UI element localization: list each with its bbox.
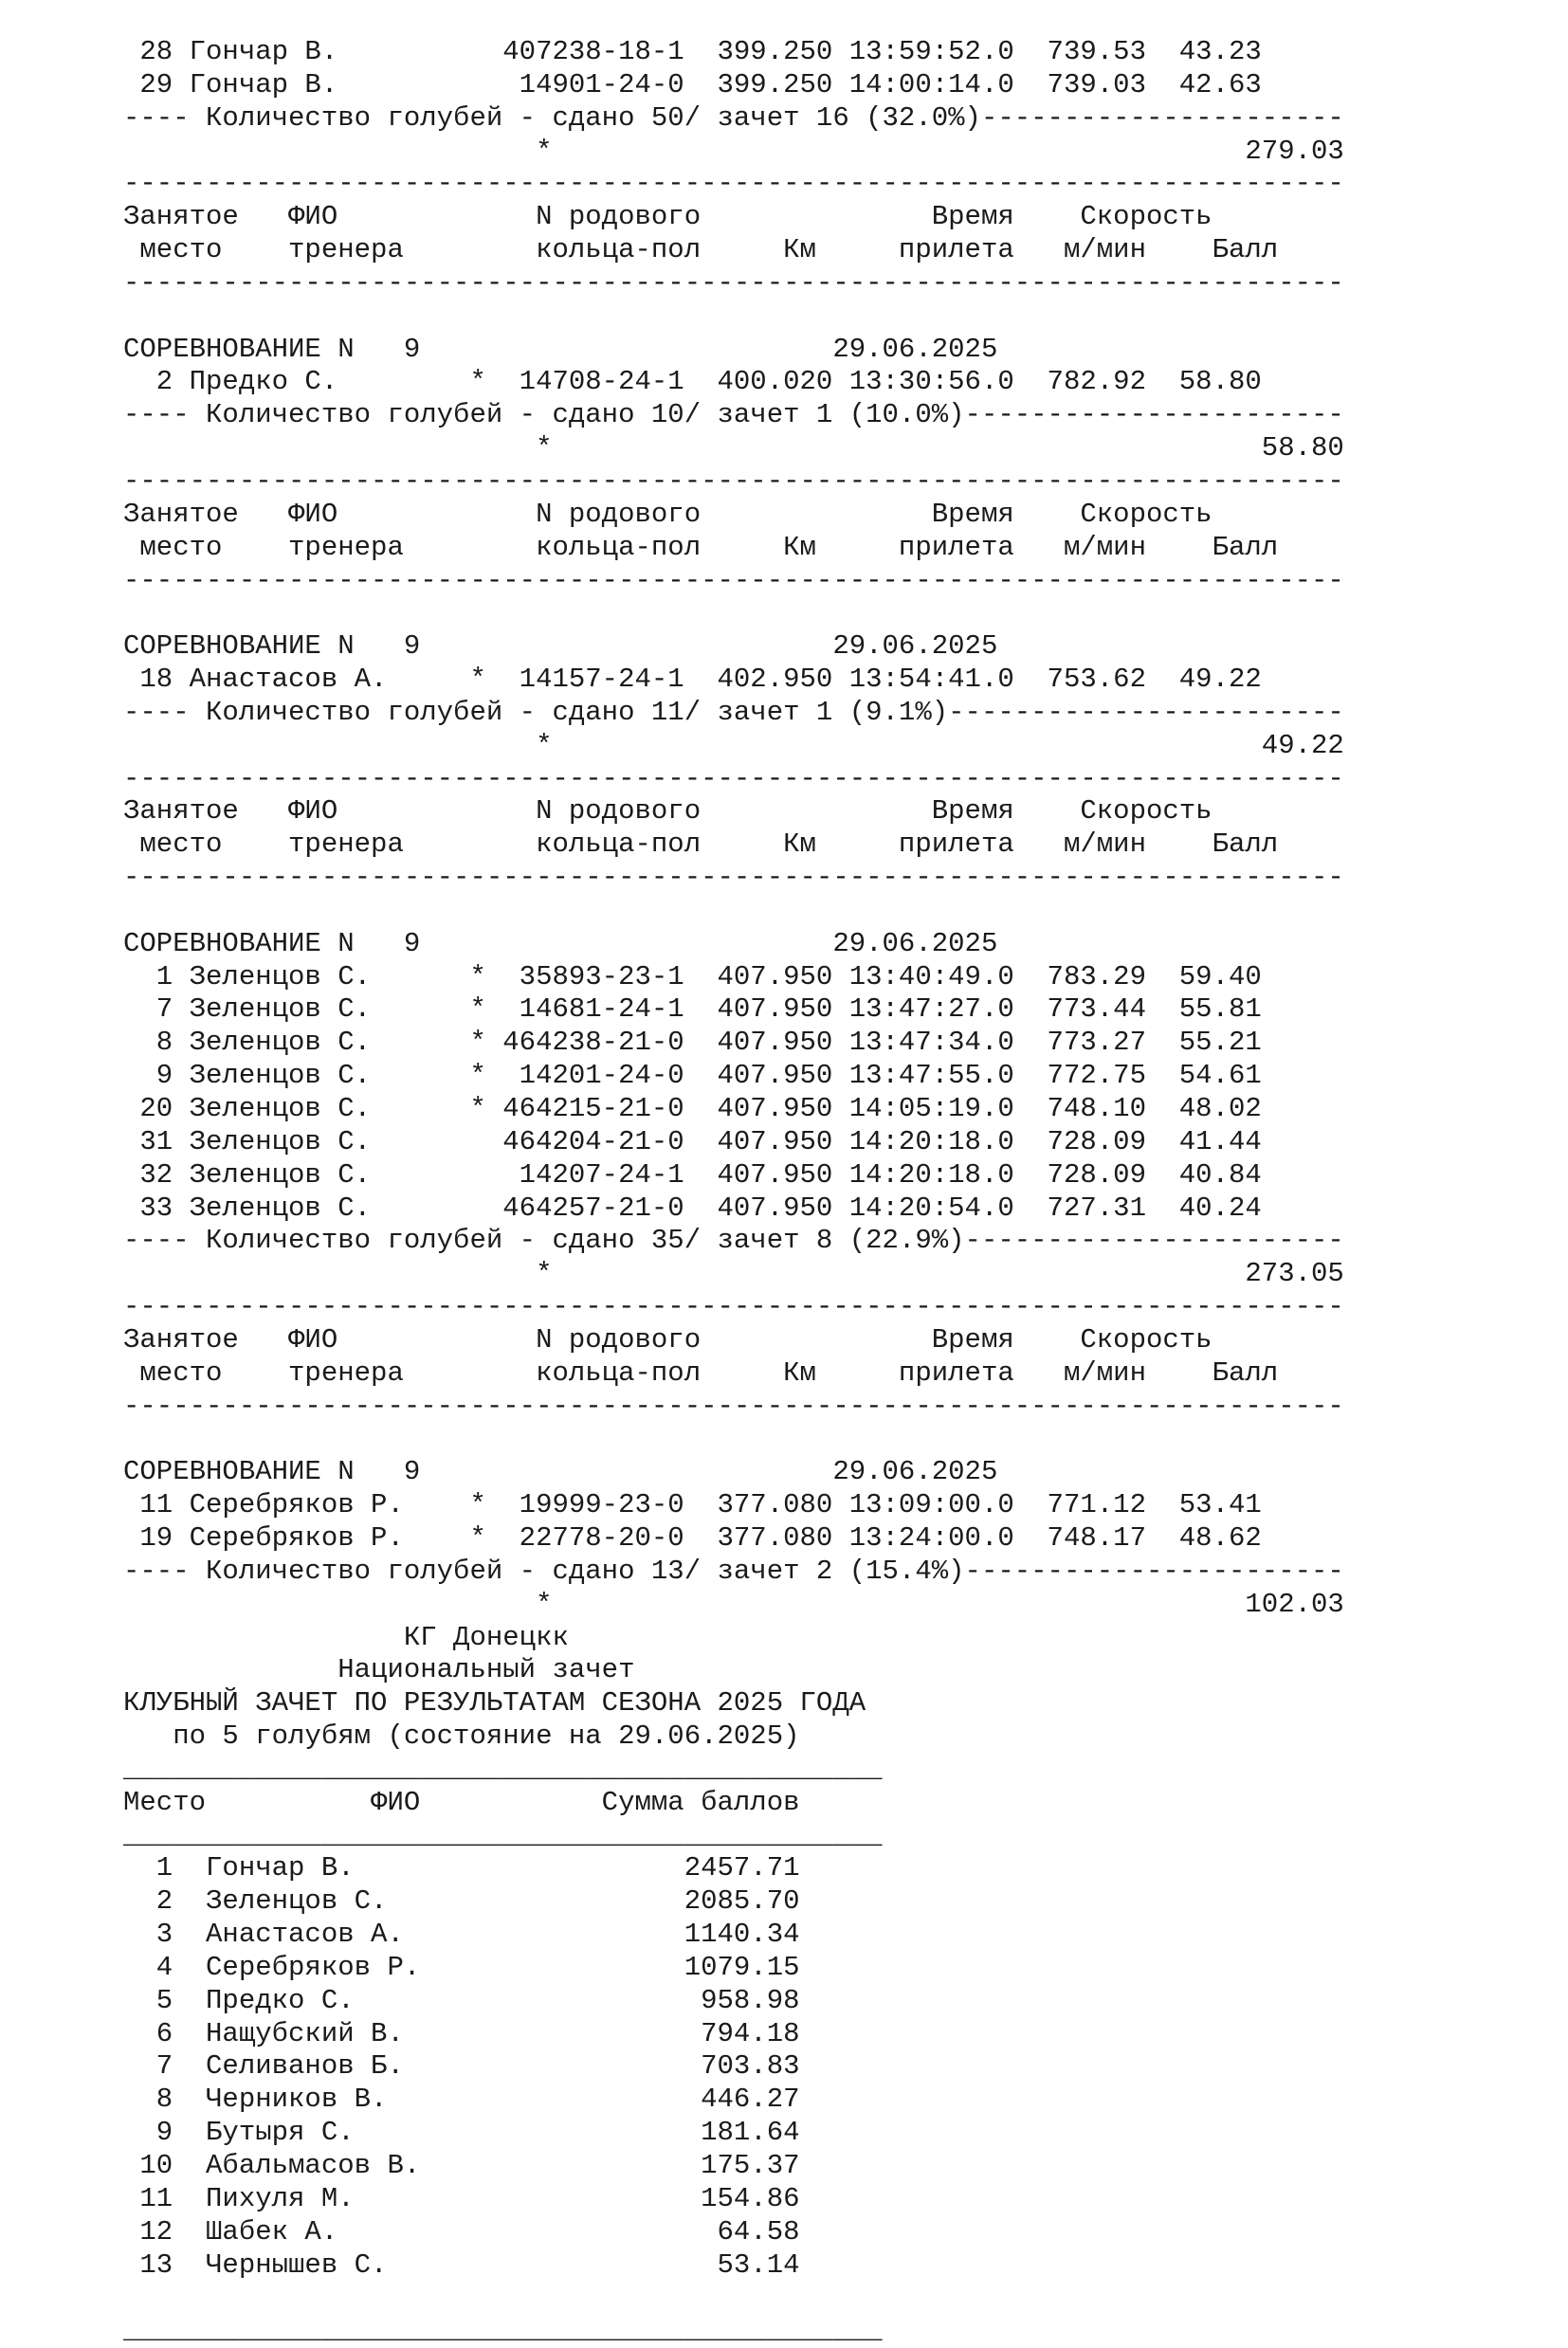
result-row: 28 Гончар В. 407238-18-1 399.250 13:59:52.0 739.53 43.23 — [123, 36, 1262, 67]
standings-title: КЛУБНЫЙ ЗАЧЕТ ПО РЕЗУЛЬТАТАМ СЕЗОНА 2025 ГОДА — [123, 1687, 866, 1720]
spacer-line — [123, 597, 1344, 630]
standings-row: 12 Шабек А. 64.58 — [123, 2215, 800, 2248]
column-header-1: Занятое ФИО N родового Время Скорость — [123, 795, 1212, 828]
column-header-2: место тренера кольца-пол Км прилета м/мин Балл — [123, 828, 1279, 861]
result-row: 32 Зеленцов С. 14207-24-1 407.950 14:20:18.0 728.09 40.84 — [123, 1158, 1262, 1191]
result-row: 18 Анастасов А. * 14157-24-1 402.950 13:54:41.0 753.62 49.22 — [123, 664, 1262, 696]
header-rule: -------------------------------------------------------------------------- — [123, 464, 1344, 497]
result-row: 19 Серебряков Р. * 22778-20-0 377.080 13:24:00.0 748.17 48.62 — [123, 1521, 1262, 1554]
summary-line: ---- Количество голубей - сдано 35/ зачет 8 (22.9%)----------------------- — [123, 1225, 1344, 1257]
total-line: * 279.03 — [123, 135, 1344, 167]
summary-line: ---- Количество голубей - сдано 10/ зачет 1 (10.0%)----------------------- — [123, 399, 1344, 431]
standings-row: 4 Серебряков Р. 1079.15 — [123, 1951, 800, 1983]
column-header-2: место тренера кольца-пол Км прилета м/мин Балл — [123, 234, 1279, 266]
header-rule: -------------------------------------------------------------------------- — [123, 762, 1344, 794]
standings-row: 1 Гончар В. 2457.71 — [123, 1852, 800, 1884]
total-line: * 273.05 — [123, 1258, 1344, 1290]
total-line: * 102.03 — [123, 1588, 1344, 1620]
column-header-1: Занятое ФИО N родового Время Скорость — [123, 498, 1212, 530]
standings-rule: ______________________________________________ — [123, 1819, 883, 1851]
result-row: 29 Гончар В. 14901-24-0 399.250 14:00:14.0 739.03 42.63 — [123, 68, 1262, 100]
standings-note: по 5 голубям (состояние на 29.06.2025) — [123, 1720, 800, 1753]
result-row: 8 Зеленцов С. * 464238-21-0 407.950 13:47:34.0 773.27 55.21 — [123, 1027, 1262, 1059]
result-row: 1 Зеленцов С. * 35893-23-1 407.950 13:40:49.0 783.29 59.40 — [123, 960, 1262, 992]
header-rule: -------------------------------------------------------------------------- — [123, 1291, 1344, 1323]
result-row: 9 Зеленцов С. * 14201-24-0 407.950 13:47:55.0 772.75 54.61 — [123, 1060, 1262, 1092]
spacer-line — [123, 2282, 1344, 2315]
competition-title: СОРЕВНОВАНИЕ N 9 29.06.2025 — [123, 927, 998, 959]
spacer-line — [123, 300, 1344, 334]
standings-row: 5 Предко С. 958.98 — [123, 1984, 800, 2016]
club-name: КГ Донецкк — [123, 1621, 569, 1653]
standings-row: 11 Пихуля М. 154.86 — [123, 2182, 800, 2214]
standings-row: 8 Черников В. 446.27 — [123, 2084, 800, 2116]
spacer-line — [123, 1423, 1344, 1456]
standings-subtitle: Национальный зачет — [123, 1654, 635, 1686]
competition-title: СОРЕВНОВАНИЕ N 9 29.06.2025 — [123, 1456, 998, 1488]
standings-row: 13 Чернышев С. 53.14 — [123, 2248, 800, 2281]
standings-rule: ______________________________________________ — [123, 2315, 883, 2347]
header-rule: -------------------------------------------------------------------------- — [123, 168, 1344, 200]
total-line: * 49.22 — [123, 729, 1344, 761]
column-header-2: место тренера кольца-пол Км прилета м/мин Балл — [123, 1356, 1279, 1389]
standings-header: Место ФИО Сумма баллов — [123, 1786, 800, 1818]
result-row: 2 Предко С. * 14708-24-1 400.020 13:30:56.0 782.92 58.80 — [123, 366, 1262, 398]
header-rule: -------------------------------------------------------------------------- — [123, 266, 1344, 299]
standings-row: 7 Селиванов Б. 703.83 — [123, 2050, 800, 2083]
result-row: 31 Зеленцов С. 464204-21-0 407.950 14:20:18.0 728.09 41.44 — [123, 1125, 1262, 1157]
header-rule: -------------------------------------------------------------------------- — [123, 564, 1344, 596]
spacer-line — [123, 895, 1344, 928]
standings-row: 9 Бутыря С. 181.64 — [123, 2117, 800, 2149]
standings-rule: ______________________________________________ — [123, 1753, 883, 1785]
standings-row: 10 Абальмасов В. 175.37 — [123, 2150, 800, 2181]
header-rule: -------------------------------------------------------------------------- — [123, 862, 1344, 894]
summary-line: ---- Количество голубей - сдано 13/ зачет 2 (15.4%)----------------------- — [123, 1555, 1344, 1587]
competition-title: СОРЕВНОВАНИЕ N 9 29.06.2025 — [123, 630, 998, 663]
column-header-1: Занятое ФИО N родового Время Скорость — [123, 1323, 1212, 1356]
standings-row: 3 Анастасов А. 1140.34 — [123, 1919, 800, 1951]
summary-line: ---- Количество голубей - сдано 50/ зачет 16 (32.0%)---------------------- — [123, 101, 1344, 134]
result-row: 20 Зеленцов С. * 464215-21-0 407.950 14:05:19.0 748.10 48.02 — [123, 1093, 1262, 1124]
result-row: 33 Зеленцов С. 464257-21-0 407.950 14:20:54.0 727.31 40.24 — [123, 1192, 1262, 1224]
competition-title: СОРЕВНОВАНИЕ N 9 29.06.2025 — [123, 333, 998, 365]
header-rule: -------------------------------------------------------------------------- — [123, 1390, 1344, 1422]
standings-row: 2 Зеленцов С. 2085.70 — [123, 1885, 800, 1918]
results-document — [123, 36, 1344, 2348]
standings-row: 6 Нащубский В. 794.18 — [123, 2017, 800, 2049]
total-line: * 58.80 — [123, 432, 1344, 464]
column-header-2: место тренера кольца-пол Км прилета м/мин Балл — [123, 531, 1279, 563]
column-header-1: Занятое ФИО N родового Время Скорость — [123, 201, 1212, 233]
result-row: 7 Зеленцов С. * 14681-24-1 407.950 13:47:27.0 773.44 55.81 — [123, 993, 1262, 1026]
summary-line: ---- Количество голубей - сдано 11/ зачет 1 (9.1%)------------------------ — [123, 696, 1344, 728]
result-row: 11 Серебряков Р. * 19999-23-0 377.080 13:09:00.0 771.12 53.41 — [123, 1489, 1262, 1521]
